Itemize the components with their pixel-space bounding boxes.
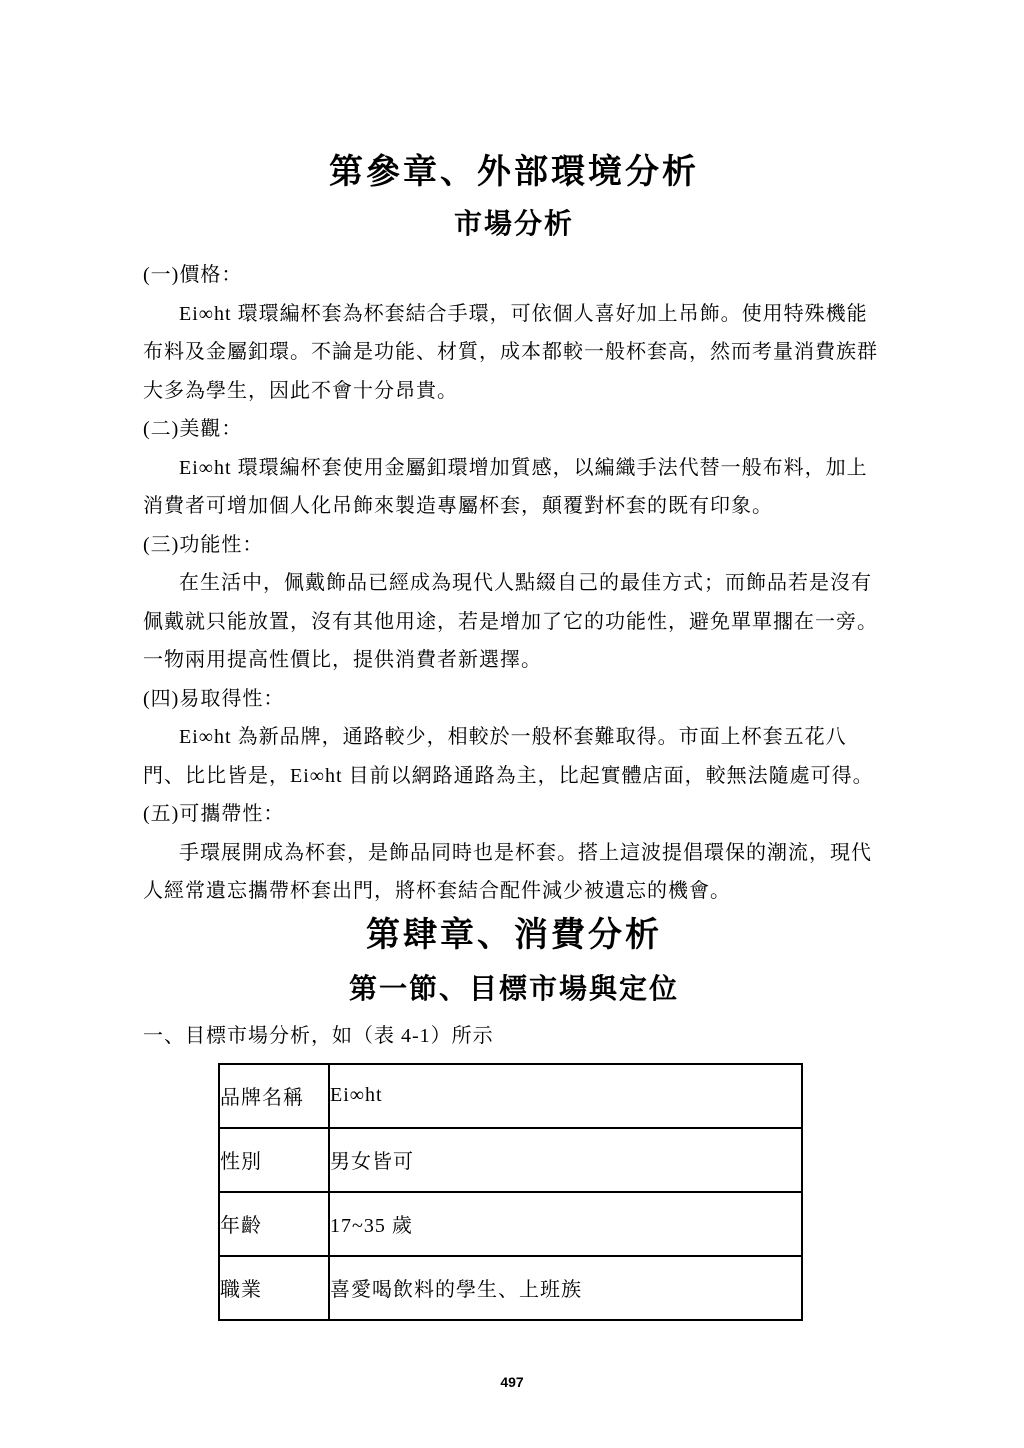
paragraph-line: 門、比比皆是，Ei∞ht 目前以網路通路為主，比起實體店面，較無法隨處可得。 bbox=[143, 764, 874, 787]
paragraph-line: Ei∞ht 環環編杯套為杯套結合手環，可依個人喜好加上吊飾。使用特殊機能 bbox=[179, 302, 868, 325]
paragraph-line: 大多為學生，因此不會十分昂貴。 bbox=[143, 379, 458, 402]
chapter3-title: 第參章、外部環境分析 bbox=[329, 154, 699, 191]
table-row bbox=[219, 1192, 802, 1256]
chapter4-section1-title: 第一節、目標市場與定位 bbox=[348, 973, 679, 1005]
document-content bbox=[143, 150, 885, 1321]
paragraph-line: 手環展開成為杯套，是飾品同時也是杯套。搭上這波提倡環保的潮流，現代 bbox=[179, 841, 872, 864]
target-market-table bbox=[218, 1063, 803, 1321]
paragraph-line: 人經常遺忘攜帶杯套出門，將杯套結合配件減少被遺忘的機會。 bbox=[143, 880, 731, 902]
section-heading-price: (一)價格： bbox=[143, 264, 243, 286]
paragraph-line: Ei∞ht 為新品牌，通路較少，相較於一般杯套難取得。市面上杯套五花八 bbox=[179, 726, 847, 748]
page-number: 497 bbox=[500, 1374, 524, 1390]
table-row bbox=[219, 1128, 802, 1192]
paragraph-line: Ei∞ht 環環編杯套使用金屬釦環增加質感，以編織手法代替一般布料，加上 bbox=[179, 456, 868, 479]
paragraph-line: 消費者可增加個人化吊飾來製造專屬杯套，顛覆對杯套的既有印象。 bbox=[143, 495, 773, 517]
table-row bbox=[219, 1256, 802, 1320]
chapter4-title: 第肆章、消費分析 bbox=[366, 916, 662, 954]
row-label-occupation: 職業 bbox=[219, 1256, 329, 1320]
table-row bbox=[219, 1064, 802, 1128]
row-value-brand-name: Ei∞ht bbox=[329, 1064, 802, 1128]
section-heading-availability: (四)易取得性： bbox=[143, 687, 285, 710]
paragraph-line: 布料及金屬釦環。不論是功能、材質，成本都較一般杯套高，然而考量消費族群 bbox=[143, 341, 878, 363]
row-value-occupation: 喜愛喝飲料的學生、上班族 bbox=[329, 1256, 802, 1320]
row-label-brand-name: 品牌名稱 bbox=[219, 1064, 329, 1128]
row-value-age: 17~35 歲 bbox=[329, 1192, 802, 1256]
section-heading-functionality: (三)功能性： bbox=[143, 533, 264, 556]
row-label-age: 年齡 bbox=[219, 1192, 329, 1256]
market-analysis-subtitle: 市場分析 bbox=[453, 209, 574, 240]
row-value-gender: 男女皆可 bbox=[329, 1128, 802, 1192]
paragraph-line: 在生活中，佩戴飾品已經成為現代人點綴自己的最佳方式；而飾品若是沒有 bbox=[179, 572, 872, 594]
row-label-gender: 性別 bbox=[219, 1128, 329, 1192]
section-heading-portability: (五)可攜帶性： bbox=[143, 803, 285, 825]
section-heading-aesthetics: (二)美觀： bbox=[143, 418, 243, 440]
paragraph-line: 佩戴就只能放置，沒有其他用途，若是增加了它的功能性，避免單單擱在一旁。 bbox=[143, 610, 878, 633]
table-intro-line: 一、目標市場分析，如（表 4-1）所示 bbox=[143, 1024, 494, 1047]
paragraph-line: 一物兩用提高性價比，提供消費者新選擇。 bbox=[143, 649, 542, 671]
